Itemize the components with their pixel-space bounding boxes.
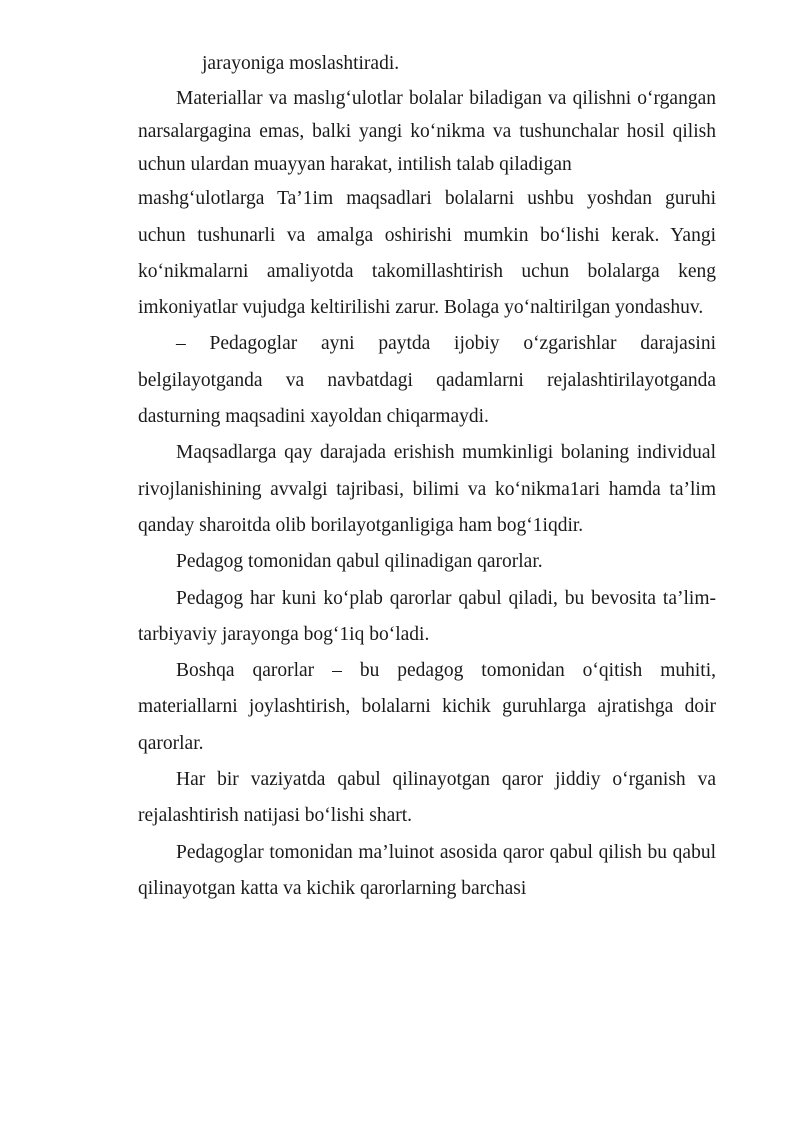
paragraph-decisions-heading: Pedagog tomonidan qabul qilinadigan qarorlar. [176,551,543,573]
paragraph-continuation: jarayoniga moslashtiradi. [202,53,400,74]
paragraph-information-decisions: Pedagoglar tomonidan ma’luinot asosida qaror qabul qilish bu qabul qilinayotgan katta va kichik qarorlarning barchasi [138,841,716,899]
paragraph-pedagogues-goals: – Pedagoglar ayni paytda ijobiy o‘zgarishlar darajasini belgilayotganda va navbatdagi qadamlarni rejalashtirilayotganda dasturning maqsadini xayoldan chiqarmaydi. [138,333,716,428]
document-body [138,46,716,907]
paragraph-materials: Materiallar va maslıg‘ulotlar bolalar biladigan va qilishni o‘rgangan narsalargagina emas, balki yangi ko‘nikma va tushunchalar hosil qilish uchun ulardan muayyan harakat, intilish talab qiladigan [138,88,716,176]
paragraph-daily-decisions: Pedagog har kuni ko‘plab qarorlar qabul qiladi, bu bevosita ta’lim-tarbiyaviy jarayonga bog‘1iq bo‘ladi. [138,587,716,645]
paragraph-planning: Har bir vaziyatda qabul qilinayotgan qaror jiddiy o‘rganish va rejalashtirish natijasi bo‘lishi shart. [138,769,716,827]
paragraph-achievement: Maqsadlarga qay darajada erishish mumkinligi bolaning individual rivojlanishining avvalgi tajribasi, bilimi va ko‘nikma1ari hamda ta’lim qanday sharoitda olib borilayotganligiga ham bog‘1iqdir. [138,442,716,536]
paragraph-learning-goals: mashg‘ulotlarga Ta’1im maqsadlari bolalarni ushbu yoshdan guruhi uchun tushunarli va amalga oshirishi mumkin bo‘lishi kerak. Yangi ko‘nikmalarni amaliyotda takomillashtirish uchun bolalarga keng imkoniyatlar vujudga keltirilishi zarur. Bolaga yo‘naltirilgan yondashuv. [138,188,716,319]
paragraph-other-decisions: Boshqa qarorlar – bu pedagog tomonidan o‘qitish muhiti, materiallarni joylashtirish, bolalarni kichik guruhlarga ajratishga doir qarorlar. [138,660,716,754]
